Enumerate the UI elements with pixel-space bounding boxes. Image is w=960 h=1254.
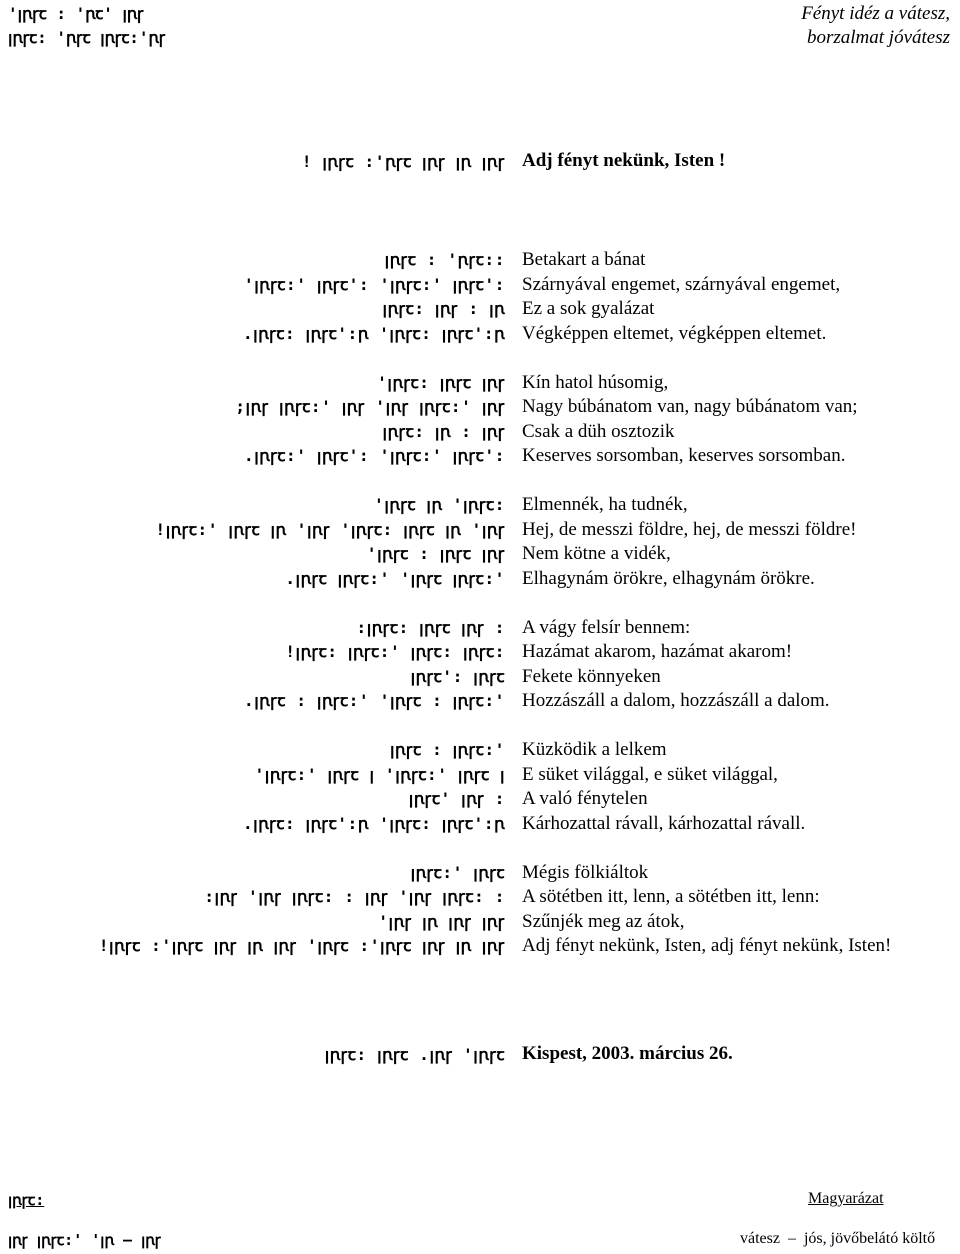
poem-rune-line: ꞌꞁꞃꞅꞇ꞉ꞌ ꞁꞃꞅꞇ ꞁ ꞌꞁꞃꞅꞇ꞉ꞌ ꞁꞃꞅꞇ ꞁ: [254, 764, 505, 784]
poem-latin-line: Elhagynám örökre, elhagynám örökre.: [522, 567, 815, 589]
date-latin: Kispest, 2003. március 26.: [522, 1043, 733, 1064]
poem-rune-line: ꞌꞁꞃꞅꞇ ꞉ ꞁꞃꞅꞇ ꞁꞃꞅ: [366, 544, 505, 563]
stanza-rune: [0, 371, 505, 469]
poem-latin-line: A való fénytelen: [522, 788, 648, 809]
poem-latin-line: Küzködik a lelkem: [522, 739, 667, 760]
poem-latin-line: Kárhozattal rávall, kárhozattal rávall.: [522, 812, 806, 834]
poem-rune-line: ꞌꞁꞃꞅ ꞁꞃ ꞁꞃꞅ ꞁꞃꞅ: [378, 911, 505, 931]
stanza-rune: [0, 616, 505, 714]
header-rune-line-2: ꞁꞃꞅꞇ꞉ ꞌꞃꞅꞇ ꞁꞃꞅꞇ꞉ꞌꞃꞅ: [8, 28, 166, 47]
poem-rune-line: .ꞁꞃꞅꞇ ꞉ ꞁꞃꞅꞇ꞉ꞌ ꞌꞁꞃꞅꞇ ꞉ ꞁꞃꞅꞇ꞉ꞌ: [243, 691, 505, 710]
poem-latin-column: [522, 248, 952, 983]
poem-latin-line: Ez a sok gyalázat: [522, 298, 655, 319]
stanza-latin: [522, 861, 952, 959]
header-rune-line-1: ꞌꞁꞃꞅꞇ ꞉ ꞌꞃꞇꞌ ꞁꞃꞅ: [8, 4, 144, 23]
poem-rune-line: ꞁꞃꞅꞇ꞉ ꞁꞃꞅ ꞉ ꞁꞃ: [382, 299, 505, 318]
poem-latin-line: Betakart a bánat: [522, 249, 646, 270]
poem-latin-line: Adj fényt nekünk, Isten, adj fényt nekünk, Isten!: [522, 935, 892, 956]
stanza-rune: [0, 738, 505, 836]
header-latin-line-2: borzalmat jóvátesz: [806, 27, 950, 48]
poem-latin-line: Keserves sorsomban, keserves sorsomban.: [522, 445, 846, 466]
poem-rune-line: ꞌꞁꞃꞅꞇ꞉ꞌ ꞁꞃꞅꞇꞌ꞉ ꞌꞁꞃꞅꞇ꞉ꞌ ꞁꞃꞅꞇꞌ꞉: [243, 274, 505, 294]
poem-latin-line: Szűnjék meg az átok,: [522, 910, 685, 932]
poem-latin-line: Nem kötne a vidék,: [522, 543, 671, 564]
explanation-rune-link[interactable]: ꞁꞃꞅꞇ꞉: [8, 1191, 45, 1209]
poem-rune-line: !ꞁꞃꞅꞇ ꞉ꞌꞁꞃꞅꞇ ꞁꞃꞅ ꞁꞃ ꞁꞃꞅ ꞌꞁꞃꞅꞇ ꞉ꞌꞁꞃꞅꞇ ꞁꞃꞅ ꞁꞃ ꞁꞃꞅ: [98, 936, 505, 955]
footer-latin-credit: vátesz – jós, jövőbelátó költő: [740, 1230, 936, 1247]
poem-rune-column: [0, 248, 505, 983]
poem-latin-line: Hazámat akarom, hazámat akarom!: [522, 641, 793, 662]
poem-latin-line: Végképpen eltemet, végképpen eltemet.: [522, 322, 827, 344]
poem-rune-line: ꞁꞃꞅꞇ꞉ ꞁꞃ ꞉ ꞁꞃꞅ: [382, 421, 505, 441]
header-latin-line-1: Fényt idéz a vátesz,: [801, 3, 950, 24]
stanza-rune: [0, 861, 505, 959]
title-latin: Adj fényt nekünk, Isten !: [522, 150, 726, 171]
date-rune: ꞁꞃꞅꞇ꞉ ꞁꞃꞅꞇ .ꞁꞃꞅ ꞌꞁꞃꞅꞇ: [324, 1045, 505, 1064]
stanza-latin: [522, 493, 952, 591]
poem-rune-line: ꞁꞃꞅꞇ ꞉ ꞁꞃꞅꞇ꞉ꞌ: [389, 740, 505, 759]
poem-rune-line: .ꞁꞃꞅꞇ ꞁꞃꞅꞇ꞉ꞌ ꞌꞁꞃꞅꞇ ꞁꞃꞅꞇ꞉ꞌ: [285, 568, 505, 588]
stanza-rune: [0, 493, 505, 591]
poem-rune-line: ꞁꞃꞅꞇꞌ꞉ ꞁꞃꞅꞇ: [410, 666, 505, 686]
title-rune: ! ꞁꞃꞅꞇ ꞉ꞌꞃꞅꞇ ꞁꞃꞅ ꞁꞃ ꞁꞃꞅ: [301, 152, 505, 171]
stanza-latin: [522, 371, 952, 469]
poem-latin-line: Nagy búbánatom van, nagy búbánatom van;: [522, 396, 858, 417]
poem-rune-line: ;ꞁꞃꞅ ꞁꞃꞅꞇ꞉ꞌ ꞁꞃꞅ ꞌꞁꞃꞅ ꞁꞃꞅꞇ꞉ꞌ ꞁꞃꞅ: [235, 397, 505, 416]
poem-latin-line: Kín hatol húsomig,: [522, 371, 669, 393]
poem-latin-line: Csak a düh osztozik: [522, 420, 675, 442]
poem-rune-line: !ꞁꞃꞅꞇ꞉ꞌ ꞁꞃꞅꞇ ꞁꞃ ꞌꞁꞃꞅ ꞌꞁꞃꞅꞇ꞉ ꞁꞃꞅꞇ ꞁꞃ ꞌꞁꞃꞅ: [155, 519, 505, 539]
footer-rune-credit: ꞁꞃꞅ ꞁꞃꞅꞇ꞉ꞌ ꞌꞁꞃ — ꞁꞃꞅ: [8, 1231, 161, 1249]
poem-rune-line: :ꞁꞃꞅꞇ꞉ ꞁꞃꞅꞇ ꞁꞃꞅ ꞉: [356, 617, 505, 637]
poem-latin-line: Fekete könnyeken: [522, 665, 661, 687]
poem-latin-line: Hej, de messzi földre, hej, de messzi földre!: [522, 518, 857, 540]
stanza-latin: [522, 616, 952, 714]
poem-latin-line: Elmennék, ha tudnék,: [522, 494, 688, 515]
poem-latin-line: Szárnyával engemet, szárnyával engemet,: [522, 273, 841, 295]
poem-rune-line: ꞁꞃꞅꞇ ꞉ ꞌꞃꞅꞇ꞉꞉: [384, 250, 505, 269]
poem-rune-line: .ꞁꞃꞅꞇ꞉ꞌ ꞁꞃꞅꞇꞌ꞉ ꞌꞁꞃꞅꞇ꞉ꞌ ꞁꞃꞅꞇꞌ꞉: [243, 446, 505, 465]
poem-rune-line: ꞌꞁꞃꞅꞇ ꞁꞃ ꞌꞁꞃꞅꞇ꞉: [374, 495, 505, 514]
stanza-rune: [0, 248, 505, 346]
poem-rune-line: ꞁꞃꞅꞇꞌ ꞁꞃꞅ ꞉: [408, 789, 505, 808]
explanation-link[interactable]: Magyarázat: [808, 1190, 884, 1207]
stanza-latin: [522, 738, 952, 836]
poem-rune-line: !ꞁꞃꞅꞇ꞉ ꞁꞃꞅꞇ꞉ꞌ ꞁꞃꞅꞇ꞉ ꞁꞃꞅꞇ꞉: [285, 642, 505, 661]
poem-latin-line: Mégis fölkiáltok: [522, 861, 649, 883]
poem-rune-line: :ꞁꞃꞅ ꞌꞁꞃꞅ ꞁꞃꞅꞇ꞉ ꞉ ꞁꞃꞅ ꞌꞁꞃꞅ ꞁꞃꞅꞇ꞉ ꞉: [204, 887, 505, 906]
header-latin-text: [801, 2, 950, 50]
poem-latin-line: Hozzászáll a dalom, hozzászáll a dalom.: [522, 690, 830, 711]
header-rune-text: [8, 2, 165, 50]
poem-rune-line: .ꞁꞃꞅꞇ꞉ ꞁꞃꞅꞇꞌ꞉ꞃ ꞌꞁꞃꞅꞇ꞉ ꞁꞃꞅꞇꞌ꞉ꞃ: [242, 323, 505, 343]
poem-latin-line: A sötétben itt, lenn, a sötétben itt, lenn:: [522, 886, 820, 907]
stanza-latin: [522, 248, 952, 346]
poem-rune-line: .ꞁꞃꞅꞇ꞉ ꞁꞃꞅꞇꞌ꞉ꞃ ꞌꞁꞃꞅꞇ꞉ ꞁꞃꞅꞇꞌ꞉ꞃ: [242, 813, 505, 833]
poem-rune-line: ꞁꞃꞅꞇ꞉ꞌ ꞁꞃꞅꞇ: [410, 862, 505, 882]
poem-rune-line: ꞌꞁꞃꞅꞇ꞉ ꞁꞃꞅꞇ ꞁꞃꞅ: [377, 372, 505, 392]
poem-latin-line: A vágy felsír bennem:: [522, 616, 691, 638]
poem-latin-line: E süket világgal, e süket világgal,: [522, 763, 778, 785]
